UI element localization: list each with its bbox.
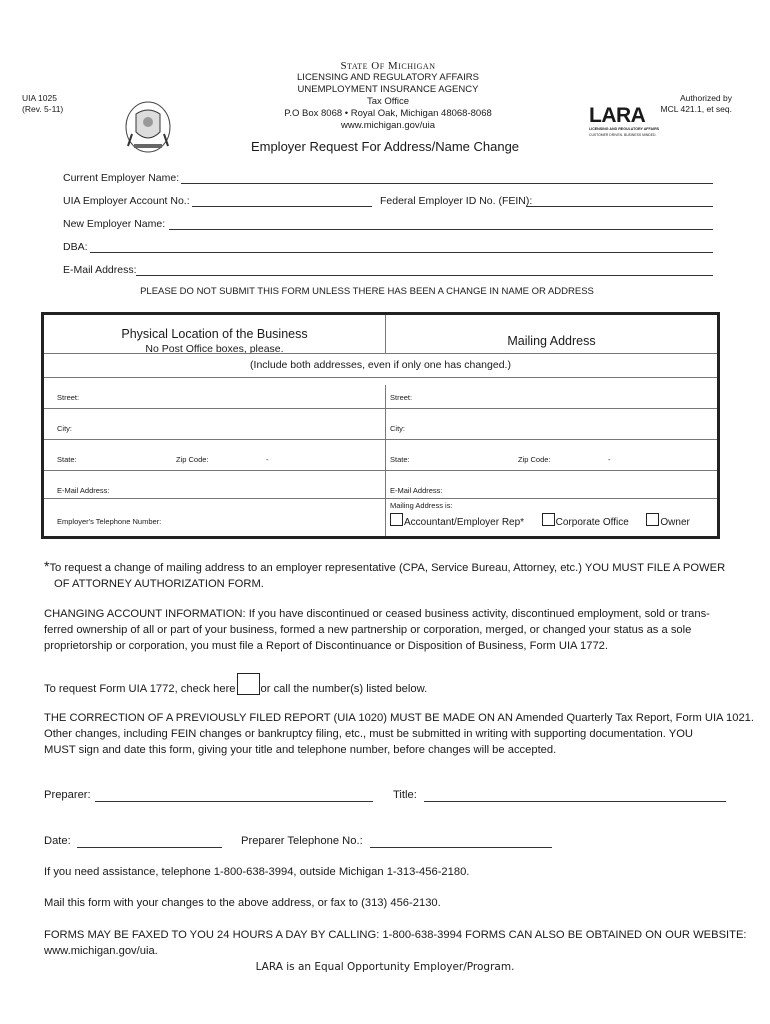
page-title: Employer Request For Address/Name Change <box>250 139 520 154</box>
fein-field[interactable] <box>526 206 713 207</box>
physical-email-label: E-Mail Address: <box>57 486 110 495</box>
mailing-email-label: E-Mail Address: <box>390 486 443 495</box>
phone-label: Employer's Telephone Number: <box>57 517 162 526</box>
preparer-phone-field[interactable] <box>370 847 552 848</box>
form-id <box>22 93 63 115</box>
request-text-a: To request Form UIA 1772, check here <box>44 683 236 695</box>
correction-line-3: MUST sign and date this form, giving your title and telephone number, before changes will be accepted. <box>44 744 557 756</box>
title-field[interactable] <box>424 801 726 802</box>
email-label: E-Mail Address: <box>63 264 137 276</box>
new-name-field[interactable] <box>169 229 713 230</box>
form-revision: (Rev. 5-11) <box>22 104 64 114</box>
physical-state-label: State: <box>57 455 77 464</box>
office: Tax Office <box>366 96 410 107</box>
changing-info-paragraph <box>44 606 734 654</box>
mailing-state-label: State: <box>390 455 410 464</box>
poa-instruction <box>44 558 734 592</box>
mailing-zip-label: Zip Code: <box>518 455 551 464</box>
changing-line-1: CHANGING ACCOUNT INFORMATION: If you have discontinued or ceased business activity, discontinued employment, sold or trans- <box>44 608 710 620</box>
agency-name: UNEMPLOYMENT INSURANCE AGENCY <box>297 84 479 95</box>
mailing-city-label: City: <box>390 424 405 433</box>
department: LICENSING AND REGULATORY AFFAIRS <box>297 72 479 83</box>
dba-field[interactable] <box>90 252 713 253</box>
eeo-statement: LARA is an Equal Opportunity Employer/Program. <box>255 961 515 973</box>
fax-paragraph <box>44 927 747 959</box>
lara-logo <box>589 104 660 137</box>
mail-text: Mail this form with your changes to the above address, or fax to (313) 456-2130. <box>44 897 441 909</box>
form-number: UIA 1025 <box>22 93 57 103</box>
warning-notice: PLEASE DO NOT SUBMIT THIS FORM UNLESS THERE HAS BEEN A CHANGE IN NAME OR ADDRESS <box>140 286 594 297</box>
correction-line-2: Other changes, including FEIN changes or bankruptcy filing, etc., must be submitted in writing with supporting documentation. YOU <box>44 728 694 740</box>
poa-line-2: OF ATTORNEY AUTHORIZATION FORM. <box>54 578 264 590</box>
physical-city-label: City: <box>57 424 72 433</box>
poa-line-1: To request a change of mailing address to an employer representative (CPA, Service Bureau, Attorney, etc.) YOU MUST FILE A POWER <box>49 562 726 574</box>
authority-line-1: Authorized by <box>680 93 732 103</box>
mailing-address: P.O Box 8068 • Royal Oak, Michigan 48068-8068 <box>284 108 492 119</box>
changing-line-3: proprietorship or corporation, you must file a Report of Discontinuance or Disposition of Business, Form UIA 1772. <box>44 640 608 652</box>
request-form-checkbox[interactable] <box>237 673 260 695</box>
corporate-checkbox[interactable] <box>542 513 555 526</box>
title-label: Title: <box>393 789 417 801</box>
preparer-phone-label: Preparer Telephone No.: <box>241 835 363 847</box>
preparer-field[interactable] <box>95 801 373 802</box>
mailing-street-label: Street: <box>390 393 413 402</box>
mailing-zip-dash: - <box>608 455 611 464</box>
authority <box>660 93 732 115</box>
correction-paragraph <box>44 710 755 758</box>
mailing-is-label: Mailing Address is: <box>390 501 453 510</box>
request-form-line <box>44 673 427 697</box>
physical-subheading: No Post Office boxes, please. <box>145 343 284 355</box>
new-name-label: New Employer Name: <box>63 218 166 230</box>
current-name-label: Current Employer Name: <box>63 172 180 184</box>
lara-logo-text: LARA <box>589 104 646 127</box>
fax-line-1: FORMS MAY BE FAXED TO YOU 24 HOURS A DAY BY CALLING: 1-800-638-3994 FORMS CAN ALSO BE OBTAINED ON OUR WEBSITE: <box>44 929 747 941</box>
mailing-type-options <box>390 513 690 528</box>
physical-street-label: Street: <box>57 393 80 402</box>
poa-asterisk: * <box>44 558 50 574</box>
accountant-checkbox[interactable] <box>390 513 403 526</box>
lara-logo-sub1: LICENSING AND REGULATORY AFFAIRS <box>589 127 660 131</box>
street-row-divider <box>44 408 717 409</box>
request-text-b: or call the number(s) listed below. <box>260 683 428 695</box>
mailing-heading: Mailing Address <box>507 334 596 348</box>
physical-zip-dash: - <box>266 455 269 464</box>
date-label: Date: <box>44 835 71 847</box>
date-field[interactable] <box>77 847 222 848</box>
assistance-text: If you need assistance, telephone 1-800-638-3994, outside Michigan 1-313-456-2180. <box>44 866 470 878</box>
owner-option-label: Owner <box>660 517 690 528</box>
lara-logo-sub2: CUSTOMER DRIVEN. BUSINESS MINDED. <box>589 133 657 137</box>
changing-line-2: ferred ownership of all or part of your business, formed a new partnership or corporation, merged, or changed your status as a sole <box>44 624 692 636</box>
physical-zip-label: Zip Code: <box>176 455 209 464</box>
physical-heading: Physical Location of the Business <box>121 327 308 341</box>
dba-label: DBA: <box>63 241 88 253</box>
website: www.michigan.gov/uia <box>341 120 435 131</box>
include-note: (Include both addresses, even if only one has changed.) <box>250 359 511 371</box>
authority-line-2: MCL 421.1, et seq. <box>660 104 732 114</box>
fein-label: Federal Employer ID No. (FEIN): <box>380 195 533 207</box>
agency-header <box>230 60 546 132</box>
address-box <box>41 312 720 539</box>
fax-line-2: www.michigan.gov/uia. <box>44 945 158 957</box>
corporate-option-label: Corporate Office <box>555 517 629 528</box>
current-name-field[interactable] <box>181 183 713 184</box>
owner-checkbox[interactable] <box>646 513 659 526</box>
correction-line-1: THE CORRECTION OF A PREVIOUSLY FILED REPORT (UIA 1020) MUST BE MADE ON AN Amended Quarterly Tax Report, Form UIA 1021. <box>44 712 755 724</box>
preparer-label: Preparer: <box>44 789 91 801</box>
state-name: State Of Michigan <box>340 60 436 72</box>
account-no-field[interactable] <box>192 206 372 207</box>
account-no-label: UIA Employer Account No.: <box>63 195 190 207</box>
accountant-option-label: Accountant/Employer Rep* <box>404 517 525 528</box>
email-field[interactable] <box>136 275 713 276</box>
